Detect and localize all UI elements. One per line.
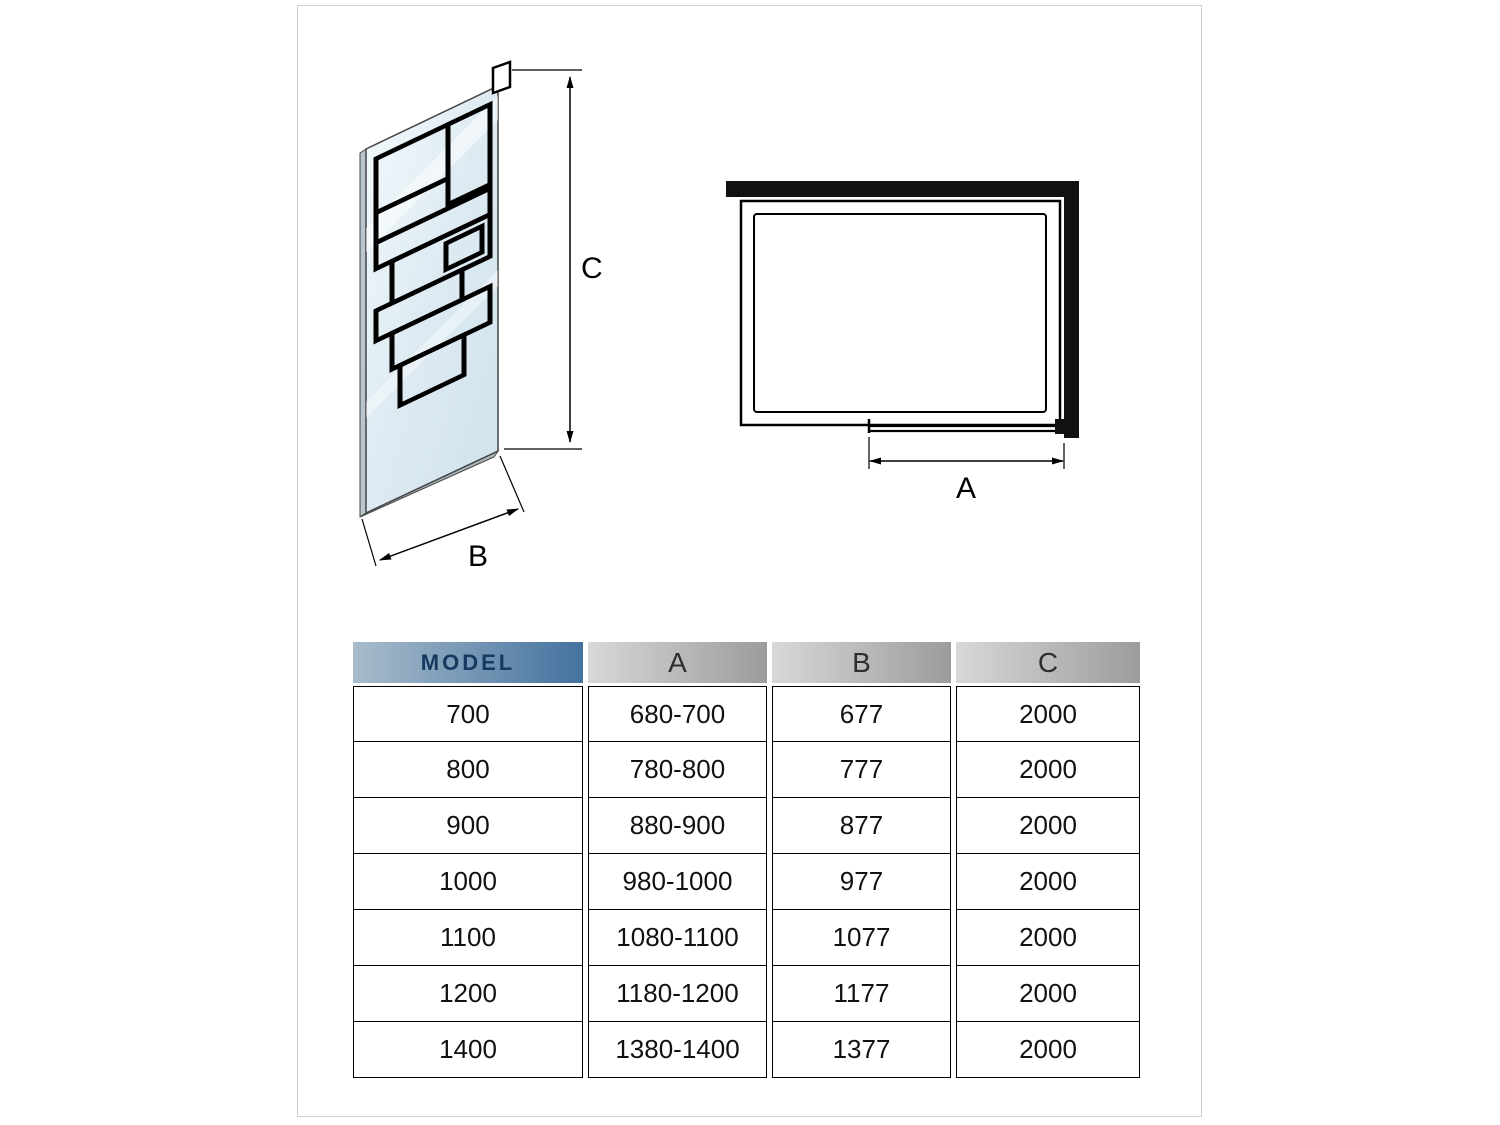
column-header-model: MODEL xyxy=(353,642,583,683)
table-cell: 1400 xyxy=(353,1022,583,1078)
table-cell: 1180-1200 xyxy=(588,966,767,1022)
dim-label-a: A xyxy=(956,472,977,505)
dim-label-b: B xyxy=(468,540,489,573)
table-cell: 1380-1400 xyxy=(588,1022,767,1078)
technical-drawing xyxy=(298,6,1203,636)
table-cell: 1100 xyxy=(353,910,583,966)
table-cell: 1377 xyxy=(772,1022,951,1078)
table-cell: 1077 xyxy=(772,910,951,966)
table-cell: 800 xyxy=(353,742,583,798)
glass-left-edge xyxy=(360,149,366,517)
table-cell: 1000 xyxy=(353,854,583,910)
table-column-b xyxy=(772,642,951,1078)
table-cell: 680-700 xyxy=(588,686,767,742)
table-cell: 1177 xyxy=(772,966,951,1022)
shower-area-inner xyxy=(754,214,1046,412)
top-view xyxy=(726,181,1079,438)
table-cell: 2000 xyxy=(956,854,1140,910)
wall-bracket xyxy=(1055,419,1068,434)
table-cell: 700 xyxy=(353,686,583,742)
table-cell: 880-900 xyxy=(588,798,767,854)
table-column-c xyxy=(956,642,1140,1078)
table-cell: 2000 xyxy=(956,686,1140,742)
dimension-c xyxy=(504,70,582,449)
table-cell: 900 xyxy=(353,798,583,854)
column-header-c: C xyxy=(956,642,1140,683)
table-cell: 2000 xyxy=(956,1022,1140,1078)
column-header-b: B xyxy=(772,642,951,683)
table-cell: 1080-1100 xyxy=(588,910,767,966)
table-cell: 977 xyxy=(772,854,951,910)
table-cell: 2000 xyxy=(956,910,1140,966)
table-column-model xyxy=(353,642,583,1078)
dimension-a xyxy=(869,437,1064,469)
table-cell: 1200 xyxy=(353,966,583,1022)
dim-label-c: C xyxy=(581,252,603,285)
wall-right xyxy=(1064,181,1079,438)
side-view-glass-panel xyxy=(328,46,560,517)
table-cell: 980-1000 xyxy=(588,854,767,910)
dimension-table xyxy=(353,642,1140,1078)
product-sheet xyxy=(297,5,1202,1117)
wall-top xyxy=(726,181,1078,197)
table-cell: 2000 xyxy=(956,742,1140,798)
table-column-a xyxy=(588,642,767,1078)
table-cell: 877 xyxy=(772,798,951,854)
table-cell: 2000 xyxy=(956,798,1140,854)
table-cell: 777 xyxy=(772,742,951,798)
table-cell: 677 xyxy=(772,686,951,742)
table-cell: 2000 xyxy=(956,966,1140,1022)
wall-profile xyxy=(493,62,510,93)
table-cell: 780-800 xyxy=(588,742,767,798)
column-header-a: A xyxy=(588,642,767,683)
